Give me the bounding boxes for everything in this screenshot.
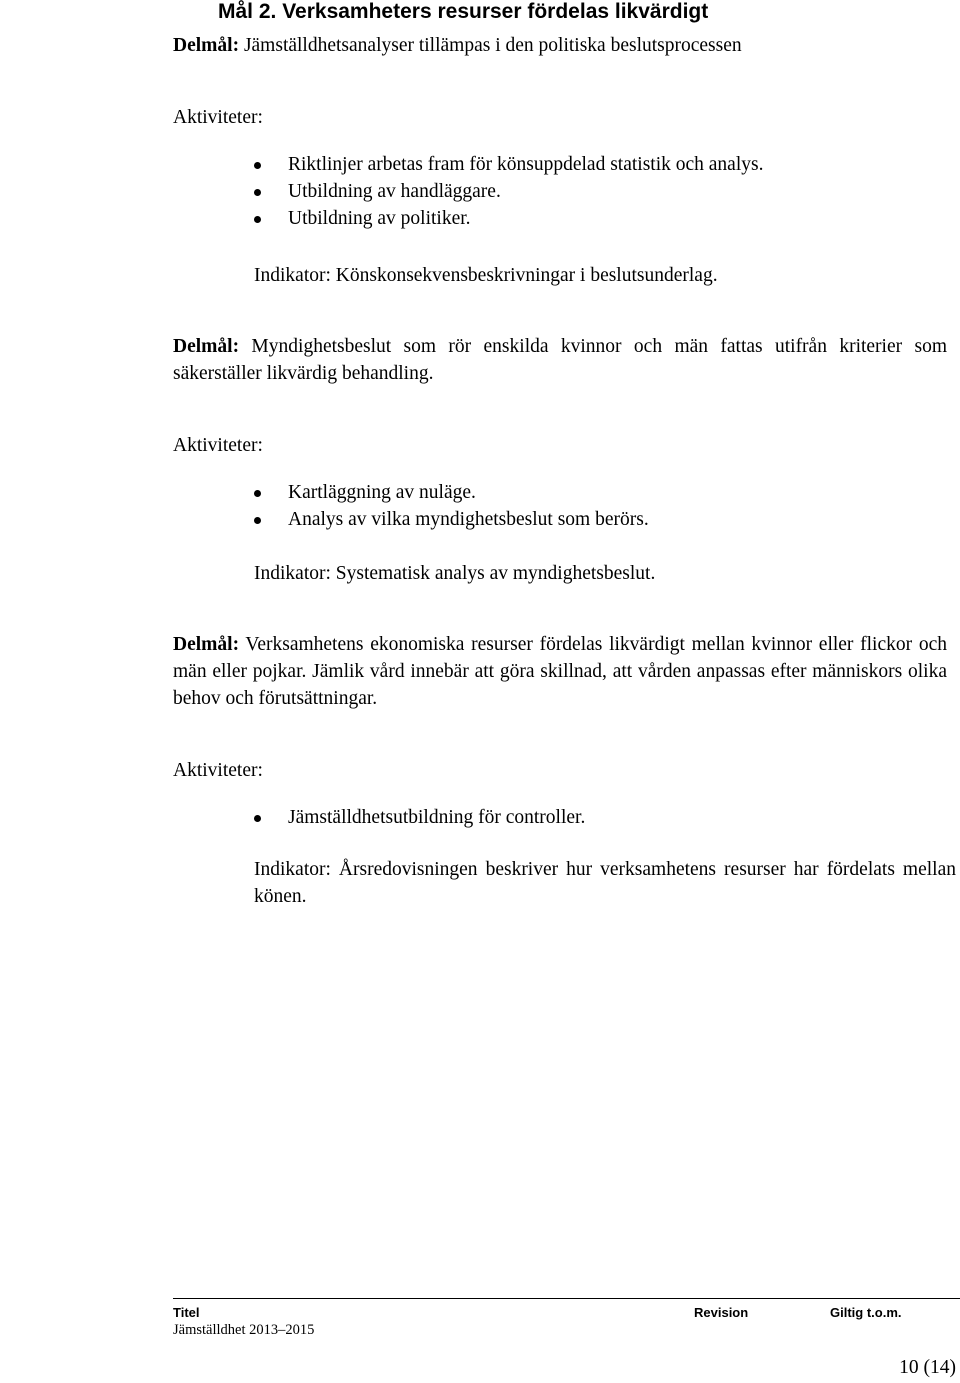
activities-1-list [250, 151, 763, 232]
activities-2-list [250, 479, 649, 533]
activity-text: Utbildning av politiker. [288, 208, 471, 229]
activities-1-label: Aktiviteter: [173, 107, 263, 128]
bullet-icon [254, 189, 261, 196]
activity-text: Utbildning av handläggare. [288, 181, 501, 202]
subgoal-3-label: Delmål: [173, 634, 240, 655]
subgoal-1 [173, 32, 742, 59]
indicator-3: Indikator: Årsredovisningen beskriver hur verksamhetens resurser har fördelats mellan könen. [254, 859, 956, 907]
activity-text: Kartläggning av nuläge. [288, 482, 476, 503]
list-item [250, 804, 585, 831]
activities-2-label: Aktiviteter: [173, 435, 263, 456]
goal-heading: Mål 2. Verksamheters resurser fördelas likvärdigt [218, 0, 709, 23]
bullet-icon [254, 815, 261, 822]
activities-3-label: Aktiviteter: [173, 760, 263, 781]
subgoal-2-label: Delmål: [173, 336, 240, 357]
activity-text: Analys av vilka myndighetsbeslut som berörs. [288, 509, 649, 530]
bullet-icon [254, 490, 261, 497]
footer-title-value: Jämställdhet 2013–2015 [173, 1322, 315, 1338]
bullet-icon [254, 517, 261, 524]
activities-3-list [250, 804, 585, 831]
indicator-2: Indikator: Systematisk analys av myndighetsbeslut. [254, 563, 656, 584]
footer-title-label: Titel [173, 1305, 200, 1320]
page-number: 10 (14) [899, 1357, 956, 1378]
subgoal-1-text: Jämställdhetsanalyser tillämpas i den politiska beslutsprocessen [239, 35, 742, 56]
list-item [250, 151, 763, 178]
footer-valid-label: Giltig t.o.m. [830, 1305, 902, 1320]
subgoal-3 [173, 631, 947, 712]
footer-divider [173, 1298, 960, 1299]
list-item [250, 479, 649, 506]
activity-text: Jämställdhetsutbildning för controller. [288, 807, 586, 828]
footer-revision-label: Revision [694, 1305, 749, 1320]
subgoal-1-label: Delmål: [173, 35, 240, 56]
list-item [250, 178, 763, 205]
activity-text: Riktlinjer arbetas fram för könsuppdelad statistik och analys. [288, 154, 764, 175]
bullet-icon [254, 162, 261, 169]
subgoal-2-text: Myndighetsbeslut som rör enskilda kvinnor och män fattas utifrån kriterier som säkerställer likvärdig behandling. [173, 336, 947, 384]
list-item [250, 506, 649, 533]
bullet-icon [254, 216, 261, 223]
list-item [250, 205, 763, 232]
subgoal-2 [173, 333, 947, 387]
indicator-1: Indikator: Könskonsekvensbeskrivningar i beslutsunderlag. [254, 265, 718, 286]
subgoal-3-text: Verksamhetens ekonomiska resurser fördelas likvärdigt mellan kvinnor eller flickor och män eller pojkar. Jämlik vård innebär att göra skillnad, att vården anpassas efter människors olika behov och förutsättningar. [173, 634, 947, 709]
